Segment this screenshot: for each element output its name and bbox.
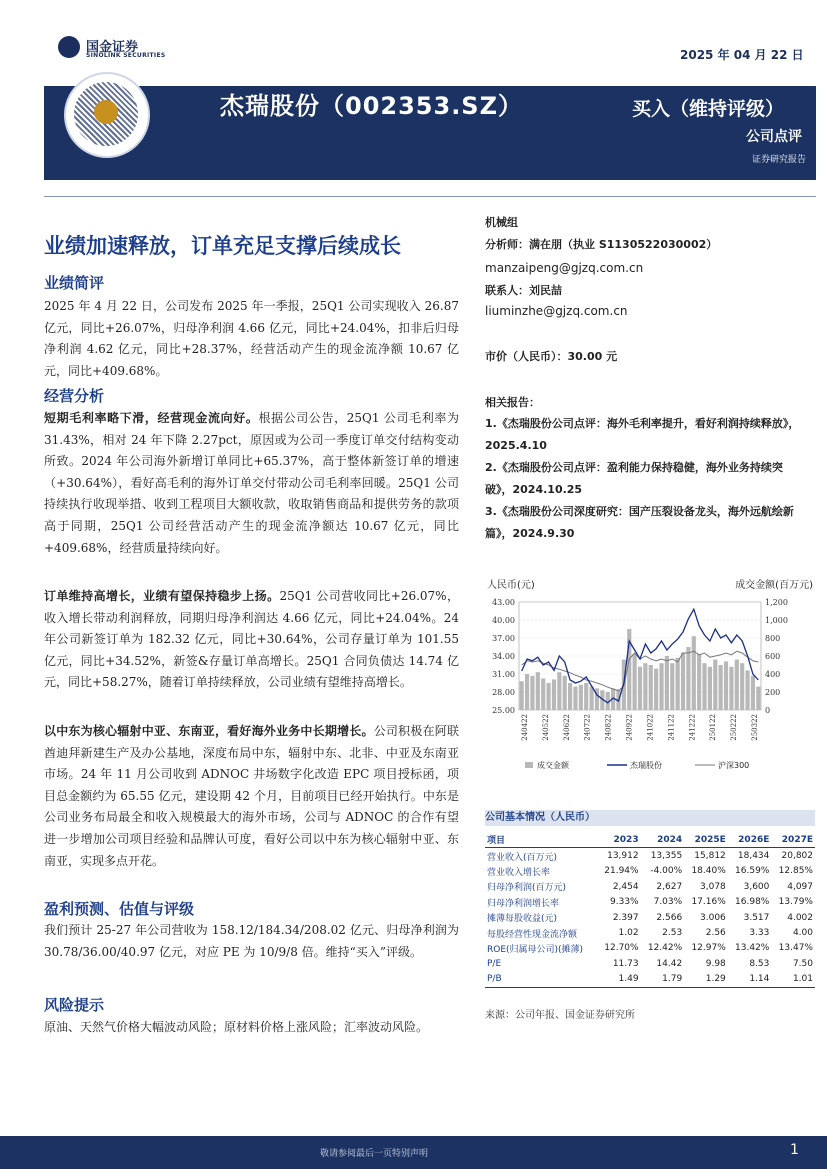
- volume-bar: [724, 661, 728, 710]
- table-cell: 2025E: [684, 832, 728, 848]
- table-cell: 2026E: [728, 832, 772, 848]
- report-date: 2025 年 04 月 22 日: [680, 48, 804, 62]
- table-cell: 2.397: [612, 912, 639, 923]
- volume-bar: [520, 681, 524, 710]
- volume-bar: [633, 654, 637, 710]
- volume-bar: [740, 663, 744, 710]
- table-row: [485, 910, 815, 925]
- section-title-performance: 业绩简评: [44, 274, 105, 292]
- paragraph-analysis-3: [44, 721, 459, 872]
- table-cell: 11.73: [612, 958, 639, 969]
- related-report-3[interactable]: 3.《杰瑞股份公司深度研究：国产压裂设备龙头，海外远航绘新篇》，2024.9.30: [485, 505, 794, 540]
- volume-bar: [659, 663, 663, 710]
- section-title-analysis: 经营分析: [44, 387, 105, 405]
- sinolink-logo-icon: [58, 36, 80, 58]
- table-cell: 18,434: [737, 851, 770, 862]
- paragraph-lead: 短期毛利率略下滑，经营现金流向好。: [44, 411, 259, 425]
- volume-bar: [735, 660, 739, 710]
- volume-bar: [536, 672, 540, 710]
- row-label: 每股经营性现金流净额: [487, 929, 578, 940]
- x-tick: 250322: [751, 714, 759, 741]
- paragraph-forecast: 我们预计 25-27 年公司营收为 158.12/184.34/208.02 亿元、归母净利润为 30.78/36.00/40.97 亿元，对应 PE 为 10/9/8 倍。维持“买入”评级。: [44, 923, 459, 959]
- row-label: 归母净利润(百万元): [487, 883, 567, 894]
- x-tick: 240922: [625, 714, 634, 741]
- contact: 联系人：刘民喆: [485, 284, 562, 297]
- table-row: [485, 956, 815, 971]
- related-reports-title: 相关报告：: [485, 396, 540, 409]
- y-left-tick: 37.00: [492, 634, 515, 643]
- table-cell: 1.14: [728, 972, 772, 988]
- x-tick: 240822: [604, 714, 613, 741]
- volume-bar: [708, 667, 712, 710]
- logo-cn: 国金证券: [86, 40, 139, 55]
- y-right-tick: 600: [765, 652, 781, 661]
- y-left-tick: 31.00: [492, 670, 515, 679]
- table-cell: -4.00%: [650, 866, 683, 877]
- paragraph-body: 25Q1 公司营收同比+26.07%，收入增长带动利润释放，同期归母净利润达 4.66 亿元，同比+24.04%。24 年公司新签订单为 182.32 亿元，同比+30.64%，公司存量订单为 101.55 亿元，同比+34.52%，新签&存量订单高增长。25Q1 合同负债达 14.74 亿元，同比+58.27%，随着订单持续释放，公司业绩有望维持高增长。: [44, 589, 459, 690]
- row-label: 营业收入增长率: [487, 867, 551, 878]
- y-left-tick: 25.00: [492, 706, 515, 715]
- table-cell: 4.00: [792, 928, 813, 939]
- table-row: [485, 832, 815, 848]
- table-cell: 20,802: [781, 851, 813, 862]
- table-cell: 17.16%: [691, 897, 726, 908]
- volume-bar: [579, 685, 583, 710]
- volume-bar: [525, 674, 529, 710]
- x-tick: 240722: [583, 714, 592, 741]
- volume-bar: [568, 683, 572, 710]
- divider: [44, 196, 816, 197]
- table-cell: 13.47%: [778, 943, 813, 954]
- x-tick: 241222: [688, 714, 697, 741]
- volume-bar: [756, 687, 760, 710]
- table-cell: 1.02: [618, 928, 639, 939]
- x-tick: 240622: [562, 714, 571, 741]
- report-type: 公司点评: [746, 129, 802, 145]
- price-volume-chart: [485, 574, 815, 774]
- y-right-tick: 1,200: [765, 598, 788, 607]
- y-right-tick: 0: [765, 706, 771, 715]
- x-tick: 250122: [709, 714, 718, 741]
- y-left-tick: 28.00: [492, 688, 515, 697]
- volume-bar: [665, 656, 669, 710]
- row-label: P/B: [485, 972, 597, 988]
- table-cell: 16.98%: [735, 897, 770, 908]
- volume-bar: [638, 667, 642, 710]
- volume-bar: [729, 667, 733, 710]
- table-cell: 4,097: [787, 881, 813, 892]
- row-label: 摊薄每股收益(元): [487, 914, 558, 925]
- table-cell: 3.33: [749, 928, 770, 939]
- table-cell: 15,812: [694, 851, 726, 862]
- table-cell: 4.002: [787, 912, 813, 923]
- x-tick: 241122: [667, 714, 676, 741]
- volume-bar: [719, 665, 723, 710]
- paragraph-analysis-2: [44, 586, 459, 694]
- x-tick: 241022: [646, 714, 655, 741]
- table-row: [485, 972, 815, 988]
- related-report-1[interactable]: 1.《杰瑞股份公司点评：海外毛利率提升，看好利润持续释放》，2025.4.10: [485, 417, 800, 452]
- legend-stock: 杰瑞股份: [630, 761, 662, 770]
- paragraph-body: 公司积极在阿联酋迪拜新建生产及办公基地，深度布局中东，辐射中东、北非、中亚及东南亚市场。24 年 11 月公司收到 ADNOC 井场数字化改造 EPC 项目授标函，项目总金额约为 65.55 亿元，建设期 42 个月，目前项目已经开始执行。中东是公司业务布局最全和收入规模最大的海外市场，公司与 ADNOC 的合作有望进一步增加公司项目经验和品牌认可度，看好公司以中东为核心辐射中亚、东南亚，实现多点开花。: [44, 724, 459, 868]
- table-cell: 3.006: [700, 912, 726, 923]
- table-cell: 13.79%: [778, 897, 813, 908]
- row-label: 归母净利润增长率: [487, 898, 560, 909]
- table-row: [485, 848, 815, 864]
- headline: 业绩加速释放，订单充足支撑后续成长: [44, 234, 401, 258]
- table-cell: 12.42%: [647, 943, 683, 954]
- row-label: 营业收入(百万元): [487, 852, 558, 863]
- table-cell: 1.79: [641, 972, 685, 988]
- table-cell: 2027E: [771, 832, 815, 848]
- section-title-risk: 风险提示: [44, 996, 105, 1014]
- row-label: ROE(归属母公司)(摊薄): [487, 944, 584, 955]
- table-cell: 7.50: [792, 958, 813, 969]
- volume-bar: [686, 647, 690, 710]
- table-cell: 12.85%: [778, 866, 813, 877]
- table-cell: 12.70%: [604, 943, 639, 954]
- rating: 买入（维持评级）: [632, 98, 785, 120]
- table-cell: 3,600: [743, 881, 770, 892]
- financial-table: [485, 832, 815, 988]
- table-cell: 2.56: [705, 928, 726, 939]
- table-cell: 2.53: [662, 928, 683, 939]
- legend-volume: 成交金额: [537, 761, 569, 770]
- volume-bar: [563, 676, 567, 710]
- table-cell: 2,454: [612, 881, 639, 892]
- table-title: 公司基本情况（人民币）: [485, 810, 815, 826]
- related-report-2[interactable]: 2.《杰瑞股份公司点评：盈利能力保持稳健，海外业务持续突破》，2024.10.25: [485, 461, 783, 496]
- page-number: 1: [790, 1142, 799, 1158]
- table-cell: 1.49: [597, 972, 641, 988]
- table-row: [485, 864, 815, 879]
- volume-bar: [751, 676, 755, 710]
- volume-bar: [649, 665, 653, 710]
- table-cell: 1.29: [684, 972, 728, 988]
- table-row: [485, 879, 815, 894]
- legend-swatch-volume: [525, 762, 533, 768]
- market-price: 市价（人民币）：30.00 元: [485, 350, 618, 363]
- table-cell: 2024: [641, 832, 685, 848]
- contact-email[interactable]: liuminzhe@gjzq.com.cn: [485, 304, 628, 318]
- volume-bar: [546, 683, 550, 710]
- volume-bar: [552, 679, 556, 710]
- table-cell: 2023: [597, 832, 641, 848]
- table-row: [485, 895, 815, 910]
- table-cell: 3,078: [700, 881, 726, 892]
- volume-bar: [692, 636, 696, 710]
- table-cell: 12.97%: [691, 943, 726, 954]
- row-label: P/E: [487, 958, 502, 969]
- volume-bar: [670, 663, 674, 710]
- table-cell: 14.42: [656, 958, 683, 969]
- volume-bar: [643, 663, 647, 710]
- volume-bar: [697, 654, 701, 710]
- table-source: 来源：公司年报、国金证券研究所: [485, 1010, 635, 1021]
- volume-bar: [573, 687, 577, 710]
- table-cell: 2,627: [656, 881, 683, 892]
- table-cell: 13,355: [650, 851, 683, 862]
- table-cell: 9.98: [705, 958, 726, 969]
- company-title: 杰瑞股份（002353.SZ）: [220, 92, 523, 120]
- volume-bar: [557, 672, 561, 710]
- volume-bar: [654, 669, 658, 710]
- x-tick: 240522: [541, 714, 550, 741]
- footer-disclaimer[interactable]: 敬请参阅最后一页特别声明: [320, 1149, 429, 1159]
- volume-bar: [745, 670, 749, 710]
- y-right-label: 成交金额(百万元): [735, 580, 813, 591]
- volume-bar: [584, 683, 588, 710]
- y-right-tick: 200: [765, 688, 781, 697]
- table-cell: 3.517: [743, 912, 770, 923]
- table-cell: 9.33%: [610, 897, 639, 908]
- table-cell: 16.59%: [735, 866, 770, 877]
- section-title-forecast: 盈利预测、估值与评级: [44, 900, 195, 918]
- x-tick: 250222: [730, 714, 739, 741]
- y-left-tick: 34.00: [492, 652, 515, 661]
- volume-bar: [676, 658, 680, 710]
- paragraph-lead: 订单维持高增长，业绩有望保持稳步上扬。: [44, 589, 280, 603]
- qr-center-logo-icon: [94, 100, 118, 124]
- y-left-label: 人民币(元): [487, 580, 535, 591]
- analyst: 分析师：满在朋（执业 S1130522030002）: [485, 238, 718, 251]
- y-right-tick: 1,000: [765, 616, 788, 625]
- paragraph-analysis-1: [44, 408, 459, 559]
- table-cell: 13,912: [607, 851, 639, 862]
- table-cell: 18.40%: [691, 866, 726, 877]
- volume-bar: [702, 663, 706, 710]
- table-cell: 13.42%: [735, 943, 770, 954]
- table-cell: 21.94%: [604, 866, 639, 877]
- report-subtype: 证券研究报告: [752, 155, 807, 165]
- y-right-tick: 400: [765, 670, 781, 679]
- volume-bar: [530, 676, 534, 710]
- volume-bar: [713, 660, 717, 710]
- y-right-tick: 800: [765, 634, 781, 643]
- volume-bar: [590, 687, 594, 710]
- table-cell: 2.566: [656, 912, 683, 923]
- volume-bar: [681, 652, 685, 710]
- table-row: [485, 925, 815, 940]
- volume-bar: [541, 679, 545, 711]
- legend-index: 沪深300: [718, 761, 750, 770]
- paragraph-performance: 2025 年 4 月 22 日，公司发布 2025 年一季报，25Q1 公司实现收入 26.87 亿元，同比+26.07%，归母净利润 4.66 亿元，同比+24.04%，扣非后归母净利润 4.62 亿元，同比+28.37%，经营活动产生的现金流净额 10.67 亿元，同比+409.68%。: [44, 299, 459, 378]
- logo-en: SINOLINK SECURITIES: [86, 52, 166, 59]
- table-cell: 7.03%: [653, 897, 683, 908]
- row-label: 项目: [485, 832, 597, 848]
- industry-group: 机械组: [485, 216, 518, 229]
- paragraph-lead: 以中东为核心辐射中亚、东南亚，看好海外业务中长期增长。: [44, 724, 374, 738]
- table-cell: 8.53: [749, 958, 770, 969]
- paragraph-risk: 原油、天然气价格大幅波动风险；原材料价格上涨风险；汇率波动风险。: [44, 1020, 429, 1034]
- analyst-email[interactable]: manzaipeng@gjzq.com.cn: [485, 261, 644, 275]
- y-left-tick: 43.00: [492, 598, 515, 607]
- y-left-tick: 40.00: [492, 616, 515, 625]
- paragraph-body: 根据公司公告，25Q1 公司毛利率为 31.43%，相对 24 年下降 2.27pct，原因或为公司一季度订单交付结构变动所致。2024 年公司海外新增订单同比+65.37%，高于整体新签订单的增速（+30.64%），看好高毛利的海外订单交付带动公司毛利率回暖。25Q1 公司持续执行收现举措、收到工程项目大额收款，收取销售商品和提供劳务的款项高于同期，25Q1 公司经营活动产生的现金流净额达 10.67 亿元，同比+409.68%，经营质量持续向好。: [44, 411, 459, 555]
- table-cell: 1.01: [771, 972, 815, 988]
- table-row: [485, 941, 815, 956]
- x-tick: 240422: [521, 714, 529, 741]
